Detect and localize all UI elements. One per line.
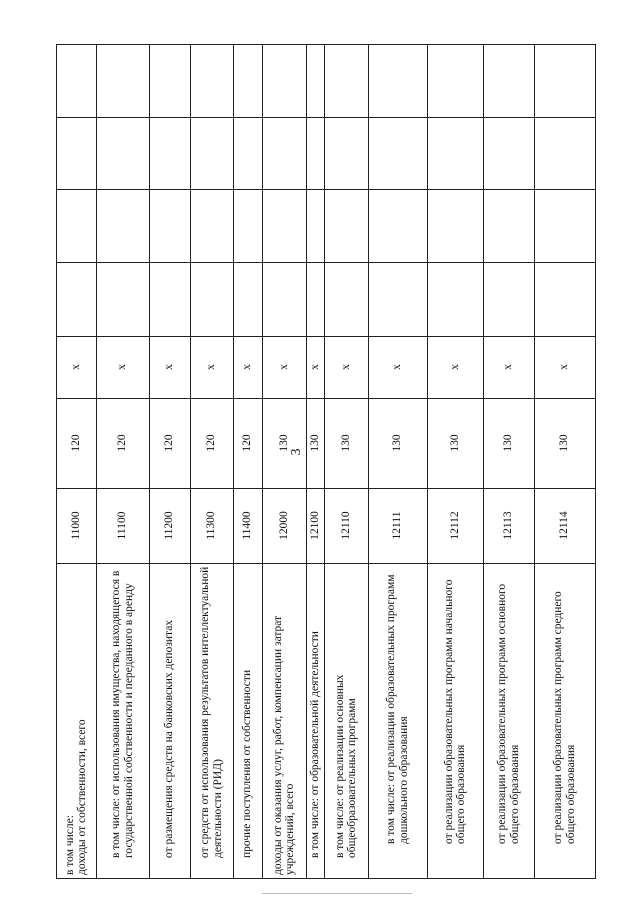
column-divider xyxy=(56,117,596,118)
row-col: 130 xyxy=(308,434,321,452)
row-code: 12100 xyxy=(308,511,321,540)
row-label: в том числе: доходы от собственности, всего xyxy=(63,719,88,875)
row-x-mark: х xyxy=(448,364,461,370)
row-col: 130 xyxy=(558,434,571,452)
row-label: в том числе: от использования имущества, находящегося в государственной собственности и переданного в аренду xyxy=(110,570,135,858)
row-code: 12113 xyxy=(502,511,515,540)
column-divider xyxy=(56,878,596,879)
row-label: в том числе: от реализации образовательных программ дошкольного образования xyxy=(385,574,410,844)
row-col: 130 xyxy=(502,434,515,452)
row-col: 130 xyxy=(339,434,352,452)
row-label: доходы от оказания услуг, работ, компенсации затрат учреждений, всего xyxy=(271,615,296,875)
row-x-mark: х xyxy=(241,364,254,370)
column-divider xyxy=(56,44,596,45)
row-code: 12000 xyxy=(277,511,290,540)
row-label: от средств от использования результатов интеллектуальной деятельности (РИД) xyxy=(199,566,224,858)
row-x-mark: х xyxy=(391,364,404,370)
row-code: 12110 xyxy=(339,511,352,540)
row-code: 11400 xyxy=(241,511,254,540)
row-label: от реализации образовательных программ среднего общего образования xyxy=(552,591,577,844)
row-label: в том числе: от реализации основных общеобразовательных программ xyxy=(333,674,358,858)
row-label: от реализации образовательных программ начального общего образования xyxy=(442,579,467,844)
row-x-mark: х xyxy=(339,364,352,370)
row-col: 130 xyxy=(277,434,290,452)
column-divider xyxy=(56,189,596,190)
page-number: 3 xyxy=(289,448,304,456)
row-label: прочие поступления от собственности xyxy=(241,669,254,858)
row-label: в том числе: от образовательной деятельности xyxy=(308,631,321,858)
row-col: 120 xyxy=(205,434,218,452)
row-col: 120 xyxy=(116,434,129,452)
scan-edge-line xyxy=(262,893,412,894)
row-x-mark: х xyxy=(163,364,176,370)
row-code: 12114 xyxy=(558,511,571,540)
row-x-mark: х xyxy=(69,364,82,370)
row-x-mark: х xyxy=(308,364,321,370)
row-col: 130 xyxy=(448,434,461,452)
row-x-mark: х xyxy=(502,364,515,370)
row-code: 11200 xyxy=(163,511,176,540)
row-code: 11300 xyxy=(205,511,218,540)
row-x-mark: х xyxy=(558,364,571,370)
row-col: 120 xyxy=(241,434,254,452)
row-x-mark: х xyxy=(205,364,218,370)
column-divider xyxy=(56,262,596,263)
row-code: 12112 xyxy=(448,511,461,540)
row-code: 11000 xyxy=(69,511,82,540)
row-label: от размещения средств на банковских депозитах xyxy=(163,619,176,858)
row-col: 120 xyxy=(163,434,176,452)
row-code: 11100 xyxy=(116,511,129,540)
row-col: 130 xyxy=(391,434,404,452)
row-x-mark: х xyxy=(277,364,290,370)
row-label: от реализации образовательных программ основного общего образования xyxy=(496,583,521,844)
row-col: 120 xyxy=(69,434,82,452)
row-x-mark: х xyxy=(116,364,129,370)
row-code: 12111 xyxy=(391,511,404,540)
row-divider xyxy=(595,44,596,878)
